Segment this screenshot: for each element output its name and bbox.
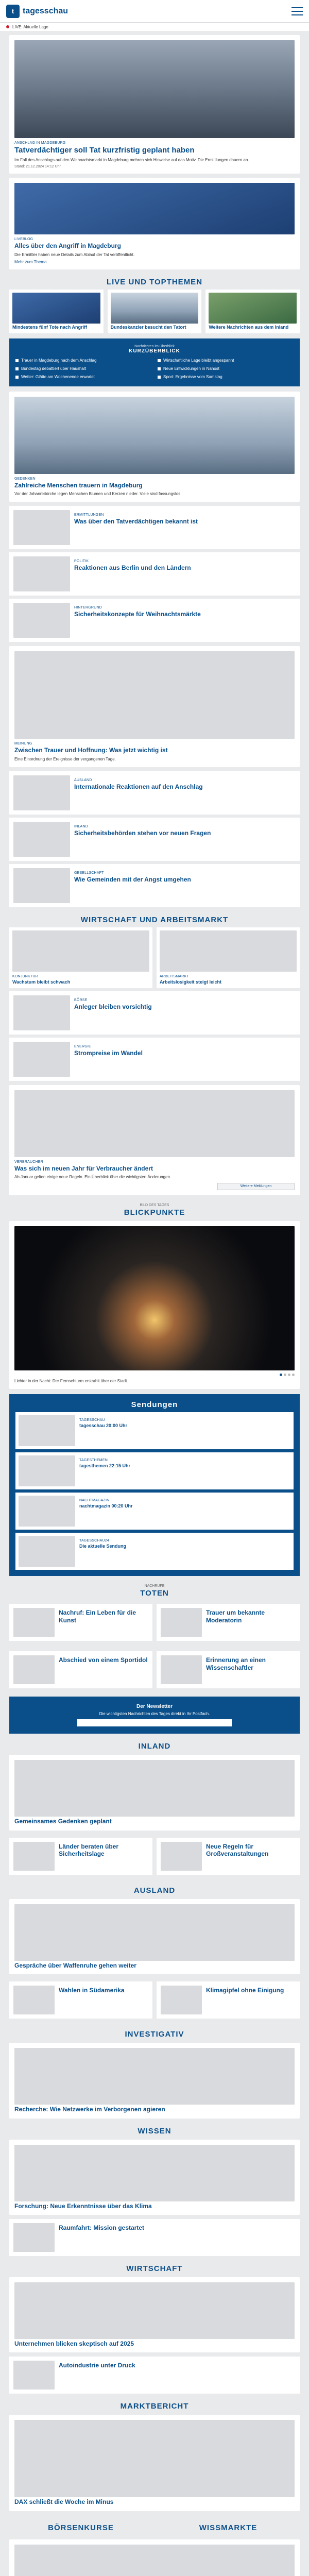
list-item[interactable]	[9, 818, 300, 861]
economy-item-label: KONJUNKTUR	[12, 974, 38, 978]
wirtschaft-lead-title[interactable]: Unternehmen blicken skeptisch auf 2025	[14, 2340, 134, 2348]
ausland-lead[interactable]	[9, 1899, 300, 1974]
sendung-photo	[19, 1536, 75, 1567]
newsletter-box	[9, 1697, 300, 1734]
investigativ-head	[9, 2030, 300, 2039]
blickpunkte-kicker: BILD DES TAGES	[140, 1204, 169, 1208]
logo-text[interactable]: tagesschau	[23, 6, 68, 15]
list-item-photo	[13, 822, 70, 857]
ausland-head	[9, 1886, 300, 1895]
story-2-teaser: Eine Einordnung der Ereignisse der vergangenen Tage.	[14, 756, 116, 761]
list-item[interactable]	[157, 1651, 300, 1688]
toten-head	[9, 1584, 300, 1598]
newsletter-text: Die wichtigsten Nachrichten des Tages direkt in Ihr Postfach.	[99, 1711, 210, 1717]
list-item-label: AUSLAND	[74, 778, 92, 782]
list-item-photo	[13, 1842, 55, 1871]
list-item[interactable]	[9, 771, 300, 815]
wissen-head	[9, 2127, 300, 2136]
story-3-title[interactable]: Was sich im neuen Jahr für Verbraucher ändert	[14, 1164, 153, 1172]
blickpunkte-title: BLICKPUNKTE	[124, 1208, 185, 1217]
list-item-label: POLITIK	[74, 560, 89, 564]
boerse-card	[9, 2539, 300, 2576]
list-item-title: Neue Regeln für Großveranstaltungen	[206, 1842, 269, 1858]
list-item-title: Trauer um bekannte Moderatorin	[206, 1609, 265, 1624]
ausland-lead-photo	[14, 1904, 295, 1961]
list-item-photo	[13, 868, 70, 903]
blickpunkte-caption: Lichter in der Nacht: Der Fernsehturm erstrahlt über der Stadt.	[14, 1379, 128, 1384]
boerse-left-title: BÖRSENKURSE	[48, 2523, 114, 2532]
sendung-label: TAGESSCHAU	[79, 1418, 105, 1422]
sendung-photo	[19, 1496, 75, 1527]
lead-label: ANSCHLAG IN MAGDEBURG	[14, 141, 66, 145]
list-item-photo	[13, 775, 70, 810]
list-item-photo	[13, 995, 70, 1030]
list-item[interactable]	[9, 552, 300, 596]
inland-head	[9, 1742, 300, 1751]
wissen-lead-photo	[14, 2145, 295, 2201]
wissen-title: WISSEN	[138, 2126, 171, 2136]
list-item-title: Nachruf: Ein Leben für die Kunst	[59, 1609, 136, 1624]
newsletter-title: Der Newsletter	[136, 1704, 173, 1710]
brief-box	[9, 338, 300, 386]
sendung-item[interactable]	[15, 1452, 294, 1489]
list-item-photo	[13, 1608, 55, 1637]
story-2-label: MEINUNG	[14, 742, 32, 746]
list-item[interactable]	[9, 1838, 152, 1875]
list-item[interactable]	[9, 2357, 300, 2394]
more-button[interactable]: Weitere Meldungen	[217, 1183, 295, 1190]
list-item[interactable]	[9, 1038, 300, 1081]
economy-item-title: Arbeitslosigkeit steigt leicht	[160, 979, 222, 985]
list-item-label: GESELLSCHAFT	[74, 871, 104, 875]
toten-kicker: NACHRUFE	[144, 1584, 165, 1588]
related-link[interactable]: Mehr zum Thema	[14, 259, 47, 264]
brief-item[interactable]: Trauer in Magdeburg nach dem Anschlag	[15, 358, 151, 363]
lead-story-2[interactable]	[9, 178, 300, 269]
lead2-photo	[14, 183, 295, 234]
blickpunkte-photo	[14, 1226, 295, 1370]
story-1-teaser: Vor der Johanniskirche legen Menschen Blumen und Kerzen nieder. Viele sind fassungslos.	[14, 492, 182, 497]
list-item-photo	[13, 1655, 55, 1684]
list-item[interactable]	[9, 864, 300, 907]
list-item-photo	[161, 1986, 202, 2014]
boerse-right-title: WISSMARKTE	[199, 2523, 258, 2532]
list-item-title: Sicherheitskonzepte für Weihnachtsmärkte	[74, 611, 201, 618]
live-item[interactable]	[205, 290, 300, 333]
list-item[interactable]	[9, 991, 300, 1035]
wirtschaft-lead[interactable]	[9, 2277, 300, 2352]
list-item-label: BÖRSE	[74, 998, 88, 1002]
boerse-right[interactable]	[157, 2523, 300, 2532]
toten-title: TOTEN	[140, 1589, 169, 1598]
sendung-photo	[19, 1455, 75, 1486]
lead-meta: Stand: 21.12.2024 14:12 Uhr	[14, 165, 61, 169]
sendung-item[interactable]	[15, 1493, 294, 1530]
list-item-title: Wie Gemeinden mit der Angst umgehen	[74, 875, 191, 883]
investigativ-lead-title[interactable]: Recherche: Wie Netzwerke im Verborgenen agieren	[14, 2106, 165, 2113]
list-item-photo	[13, 2361, 55, 2389]
story-1-title[interactable]: Zahlreiche Menschen trauern in Magdeburg	[14, 481, 143, 489]
live-item-photo	[111, 293, 199, 324]
marktbericht-head	[9, 2402, 300, 2411]
inland-lead[interactable]	[9, 1755, 300, 1830]
story-1-label: GEDENKEN	[14, 477, 36, 481]
list-item-label: ERMITTLUNGEN	[74, 513, 104, 517]
sendung-item[interactable]	[15, 1412, 294, 1449]
live-section-head	[9, 278, 300, 286]
carousel-dots[interactable]	[14, 1374, 295, 1376]
economy-item-label: ARBEITSMARKT	[160, 974, 189, 978]
boerse-grid	[9, 2515, 300, 2535]
list-item-title: Autoindustrie unter Druck	[59, 2362, 135, 2369]
logo-icon[interactable]	[6, 5, 20, 18]
marktbericht-lead[interactable]	[9, 2415, 300, 2511]
list-item[interactable]	[157, 1604, 300, 1641]
list-item-label: HINTERGRUND	[74, 606, 102, 610]
wirtschaft-head	[9, 2264, 300, 2273]
story-1[interactable]	[9, 392, 300, 502]
economy-item-photo	[160, 930, 297, 972]
list-item-title: Klimagipfel ohne Einigung	[206, 1987, 284, 1994]
investigativ-lead[interactable]	[9, 2043, 300, 2118]
lead2-title[interactable]: Alles über den Angriff in Magdeburg	[14, 242, 121, 250]
list-item[interactable]	[9, 599, 300, 642]
list-item[interactable]	[157, 1838, 300, 1875]
ausland-lead-title[interactable]: Gespräche über Waffenruhe gehen weiter	[14, 1961, 136, 1969]
wissen-lead-title[interactable]: Forschung: Neue Erkenntnisse über das Klima	[14, 2202, 152, 2210]
list-item[interactable]	[9, 2219, 300, 2256]
story-3-label: VERBRAUCHER	[14, 1160, 43, 1164]
list-item-photo	[13, 603, 70, 638]
inland-grid	[9, 1835, 300, 1878]
economy-item-photo	[12, 930, 149, 972]
live-section-title: LIVE UND TOPTHEMEN	[106, 277, 203, 286]
main-content	[0, 35, 309, 2576]
story-3[interactable]	[9, 1085, 300, 1196]
live-item[interactable]	[108, 290, 202, 333]
list-item-title: Sicherheitsbehörden stehen vor neuen Fragen	[74, 829, 211, 837]
list-item-title: Internationale Reaktionen auf den Anschlag	[74, 783, 203, 790]
economy-section-head	[9, 916, 300, 924]
inland-lead-photo	[14, 1760, 295, 1817]
story-2[interactable]	[9, 646, 300, 767]
sendungen-box	[9, 1394, 300, 1576]
brief-item[interactable]: Sport: Ergebnisse vom Samstag	[158, 375, 294, 380]
wirtschaft-title: WIRTSCHAFT	[126, 2264, 183, 2274]
lead-story[interactable]	[9, 35, 300, 174]
lead-photo	[14, 40, 295, 138]
brief-title: KURZÜBERBLICK	[129, 348, 180, 354]
sendung-label: NACHTMAGAZIN	[79, 1499, 110, 1503]
sendung-label: TAGESSCHAU24	[79, 1539, 109, 1543]
brief-item[interactable]: Wirtschaftliche Lage bleibt angespannt	[158, 358, 294, 363]
brief-items	[15, 358, 294, 380]
list-item-title: Länder beraten über Sicherheitslage	[59, 1842, 119, 1858]
inland-title: INLAND	[138, 1742, 171, 1751]
marktbericht-title: MARKTBERICHT	[120, 2402, 189, 2411]
list-item-title: Abschied von einem Sportidol	[59, 1656, 148, 1664]
live-grid	[9, 290, 300, 333]
list-item-title: Wahlen in Südamerika	[59, 1987, 125, 1994]
economy-item[interactable]	[9, 927, 152, 988]
live-item[interactable]	[9, 290, 104, 333]
list-item-title: Raumfahrt: Mission gestartet	[59, 2224, 145, 2232]
list-item-photo	[161, 1842, 202, 1871]
list-item[interactable]	[157, 1981, 300, 2019]
boerse-photo	[14, 2545, 295, 2576]
brief-item[interactable]: Neue Entwicklungen in Nahost	[158, 366, 294, 371]
list-item-photo	[13, 2223, 55, 2252]
lead-title[interactable]: Tatverdächtiger soll Tat kurzfristig geplant haben	[14, 146, 195, 155]
lead-teaser: Im Fall des Anschlags auf den Weihnachtsmarkt in Magdeburg mehren sich Hinweise auf das Motiv. Die Ermittlungen dauern an.	[14, 158, 249, 162]
list-item-title: Erinnerung an einen Wissenschaftler	[206, 1656, 266, 1671]
list-item-title: Was über den Tatverdächtigen bekannt ist	[74, 518, 198, 526]
economy-grid	[9, 927, 300, 988]
list-item-photo	[13, 556, 70, 591]
story-2-photo	[14, 651, 295, 739]
inland-lead-title[interactable]: Gemeinsames Gedenken geplant	[14, 1818, 112, 1825]
boerse-left[interactable]	[9, 2523, 152, 2532]
ticker-text: LIVE: Aktuelle Lage	[12, 24, 48, 29]
list-item-title: Strompreise im Wandel	[74, 1049, 143, 1057]
sendung-photo	[19, 1415, 75, 1446]
sendung-title: tagesschau 20:00 Uhr	[79, 1423, 128, 1429]
sendung-title: tagesthemen 22:15 Uhr	[79, 1463, 131, 1469]
list-item-label: ENERGIE	[74, 1044, 91, 1048]
wissen-lead[interactable]	[9, 2140, 300, 2215]
lead2-label: LIVEBLOG	[14, 238, 33, 242]
blickpunkte-card[interactable]	[9, 1221, 300, 1389]
list-item-photo	[13, 510, 70, 545]
live-item-title: Weitere Nachrichten aus dem Inland	[209, 324, 289, 330]
live-dot-icon	[6, 25, 9, 28]
economy-item-title: Wachstum bleibt schwach	[12, 979, 71, 985]
economy-item[interactable]	[157, 927, 300, 988]
sendung-item[interactable]	[15, 1533, 294, 1570]
list-item-title: Anleger bleiben vorsichtig	[74, 1003, 152, 1010]
story-1-photo	[14, 397, 295, 474]
investigativ-title: INVESTIGATIV	[125, 2030, 184, 2039]
list-item[interactable]	[9, 1604, 152, 1641]
site-header	[0, 0, 309, 23]
list-item-title: Reaktionen aus Berlin und den Ländern	[74, 564, 191, 572]
marktbericht-photo	[14, 2420, 295, 2497]
story-2-title[interactable]: Zwischen Trauer und Hoffnung: Was jetzt wichtig ist	[14, 747, 168, 754]
list-item-photo	[161, 1608, 202, 1637]
logo-mark: t	[11, 7, 14, 15]
brief-kicker: Nachrichten im Überblick	[134, 344, 175, 348]
brief-item[interactable]: Bundestag debattiert über Haushalt	[15, 366, 151, 371]
lead2-teaser: Die Ermittler haben neue Details zum Ablauf der Tat veröffentlicht.	[14, 252, 135, 257]
story-3-teaser: Ab Januar gelten einige neue Regeln. Ein Überblick über die wichtigsten Änderungen.	[14, 1175, 171, 1180]
menu-icon[interactable]	[291, 7, 303, 15]
list-item-photo	[13, 1986, 55, 2014]
list-item-label: INLAND	[74, 824, 88, 828]
economy-section-title: WIRTSCHAFT UND ARBEITSMARKT	[80, 915, 229, 924]
live-item-photo	[12, 293, 100, 324]
sendung-title: nachtmagazin 00:20 Uhr	[79, 1503, 133, 1509]
story-3-photo	[14, 1090, 295, 1157]
ausland-title: AUSLAND	[133, 1886, 176, 1895]
wirtschaft-lead-photo	[14, 2282, 295, 2339]
brief-item[interactable]: Wetter: Glätte am Wochenende erwartet	[15, 375, 151, 380]
list-item[interactable]	[9, 1981, 152, 2019]
list-item-photo	[13, 1042, 70, 1077]
blickpunkte-head	[9, 1204, 300, 1217]
marktbericht-lead-title[interactable]: DAX schließt die Woche im Minus	[14, 2498, 114, 2506]
sendung-title: Die aktuelle Sendung	[79, 1544, 127, 1549]
toten-grid	[9, 1601, 300, 1691]
live-ticker[interactable]	[0, 23, 309, 31]
investigativ-lead-photo	[14, 2048, 295, 2105]
live-item-photo	[209, 293, 297, 324]
list-item-photo	[161, 1655, 202, 1684]
newsletter-input[interactable]	[77, 1719, 232, 1726]
sendungen-title: Sendungen	[131, 1400, 178, 1410]
ausland-grid	[9, 1978, 300, 2022]
sendung-label: TAGESTHEMEN	[79, 1459, 108, 1463]
list-item[interactable]	[9, 1651, 152, 1688]
live-item-title: Bundeskanzler besucht den Tatort	[110, 324, 186, 330]
live-item-title: Mindestens fünf Tote nach Angriff	[12, 324, 87, 330]
list-item[interactable]	[9, 506, 300, 549]
